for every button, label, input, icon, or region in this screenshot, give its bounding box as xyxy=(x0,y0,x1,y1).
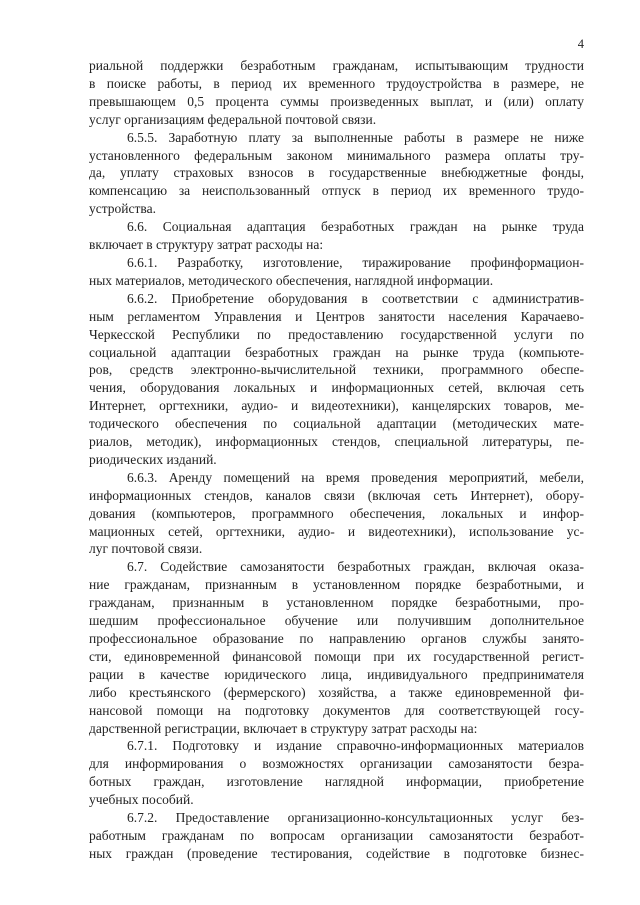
text-line: шедшим профессиональное обучение или получившим дополнительное xyxy=(89,613,584,629)
text-line: ние гражданам, признанным в установленном порядке безработными, и xyxy=(89,577,584,593)
text-line: 6.6.1. Разработку, изготовление, тиражирование профинформацион- xyxy=(127,254,584,270)
text-line: 6.6. Социальная адаптация безработных граждан на рынке труда xyxy=(127,219,584,235)
text-line: дования (компьютеров, программного обеспечения, локальных и инфор- xyxy=(89,505,584,521)
text-line: ных граждан (проведение тестирования, содействие в подготовке бизнес- xyxy=(89,845,584,861)
paragraph xyxy=(89,809,584,863)
text-line: гражданам, признанным в установленном порядке безработными, про- xyxy=(89,595,584,611)
text-line: риодических изданий. xyxy=(89,451,217,467)
paragraph xyxy=(89,254,584,290)
text-line: включает в структуру затрат расходы на: xyxy=(89,237,324,253)
paragraph xyxy=(89,558,584,737)
text-line: социальной адаптации безработных граждан на рынке труда (компьюте- xyxy=(89,344,584,360)
text-line: 6.6.2. Приобретение оборудования в соответствии с административ- xyxy=(127,290,584,306)
text-line: ботных граждан, изготовление наглядной информации, приобретение xyxy=(89,774,584,790)
text-line: учебных пособий. xyxy=(89,792,194,808)
text-line: 6.7.1. Подготовку и издание справочно-информационных материалов xyxy=(127,738,584,754)
paragraph xyxy=(89,57,584,129)
text-line: 6.7.2. Предоставление организационно-консультационных услуг без- xyxy=(127,810,584,826)
text-line: в поиске работы, в период их временного трудоустройства в размере, не xyxy=(89,75,584,91)
text-line: услуг организациям федеральной почтовой связи. xyxy=(89,111,377,127)
paragraph xyxy=(89,129,584,219)
text-line: работным гражданам по вопросам организации самозанятости безработ- xyxy=(89,827,584,843)
text-line: рации в качестве юридического лица, индивидуального предпринимателя xyxy=(89,666,584,682)
text-line: да, уплату страховых взносов в государственные внебюджетные фонды, xyxy=(89,165,584,181)
text-line: 6.6.3. Аренду помещений на время проведения мероприятий, мебели, xyxy=(127,469,584,485)
text-line: сти, единовременной финансовой помощи при их государственной регист- xyxy=(89,648,584,664)
text-line: ным регламентом Управления и Центров занятости населения Карачаево- xyxy=(89,308,584,324)
text-line: мационных сетей, оргтехники, аудио- и видеотехники), использование ус- xyxy=(89,523,584,539)
text-line: тодического обеспечения по социальной адаптации (методических мате- xyxy=(89,416,584,432)
paragraph xyxy=(89,737,584,809)
text-line: профессиональное образование по направлению органов службы занято- xyxy=(89,631,584,646)
text-line: риальной поддержки безработным гражданам, испытывающим трудности xyxy=(89,58,584,73)
text-line: Черкесской Республики по предоставлению государственной услуги по xyxy=(89,326,584,342)
text-line: дарственной регистрации, включает в структуру затрат расходы на: xyxy=(89,720,478,736)
text-line: ров, средств электронно-вычислительной техники, программного обеспе- xyxy=(89,362,584,378)
paragraph xyxy=(89,469,584,559)
text-line: для информирования о возможностях организации самозанятости безра- xyxy=(89,756,584,772)
paragraph xyxy=(89,218,584,254)
text-line: 6.5.5. Заработную плату за выполненные работы в размере не ниже xyxy=(127,129,584,145)
text-line: компенсацию за неиспользованный отпуск в период их временного трудо- xyxy=(89,183,584,199)
text-line: нансовой помощи на подготовку документов для соответствующей госу- xyxy=(89,702,584,718)
paragraph xyxy=(89,290,584,469)
text-line: луг почтовой связи. xyxy=(89,541,203,557)
text-line: информационных стендов, каналов связи (включая сеть Интернет), обору- xyxy=(89,487,584,503)
text-line: устройства. xyxy=(89,201,156,217)
text-line: чения, оборудования локальных и информационных сетей, включая сеть xyxy=(89,380,584,396)
text-line: риалов, методик), информационных стендов, специальной литературы, пе- xyxy=(89,434,584,450)
text-line: либо крестьянского (фермерского) хозяйства, а также единовременной фи- xyxy=(89,684,584,700)
text-line: Интернет, оргтехники, аудио- и видеотехники), канцелярских товаров, ме- xyxy=(89,398,584,414)
text-line: ных материалов, методического обеспечения, наглядной информации. xyxy=(89,272,494,288)
text-line: установленного федеральным законом минимального размера оплаты тру- xyxy=(89,147,584,163)
document-body xyxy=(89,57,584,863)
text-line: 6.7. Содействие самозанятости безработных граждан, включая оказа- xyxy=(127,559,584,575)
text-line: превышающем 0,5 процента суммы произведенных выплат, и (или) оплату xyxy=(89,93,584,109)
page-number: 4 xyxy=(577,37,584,51)
